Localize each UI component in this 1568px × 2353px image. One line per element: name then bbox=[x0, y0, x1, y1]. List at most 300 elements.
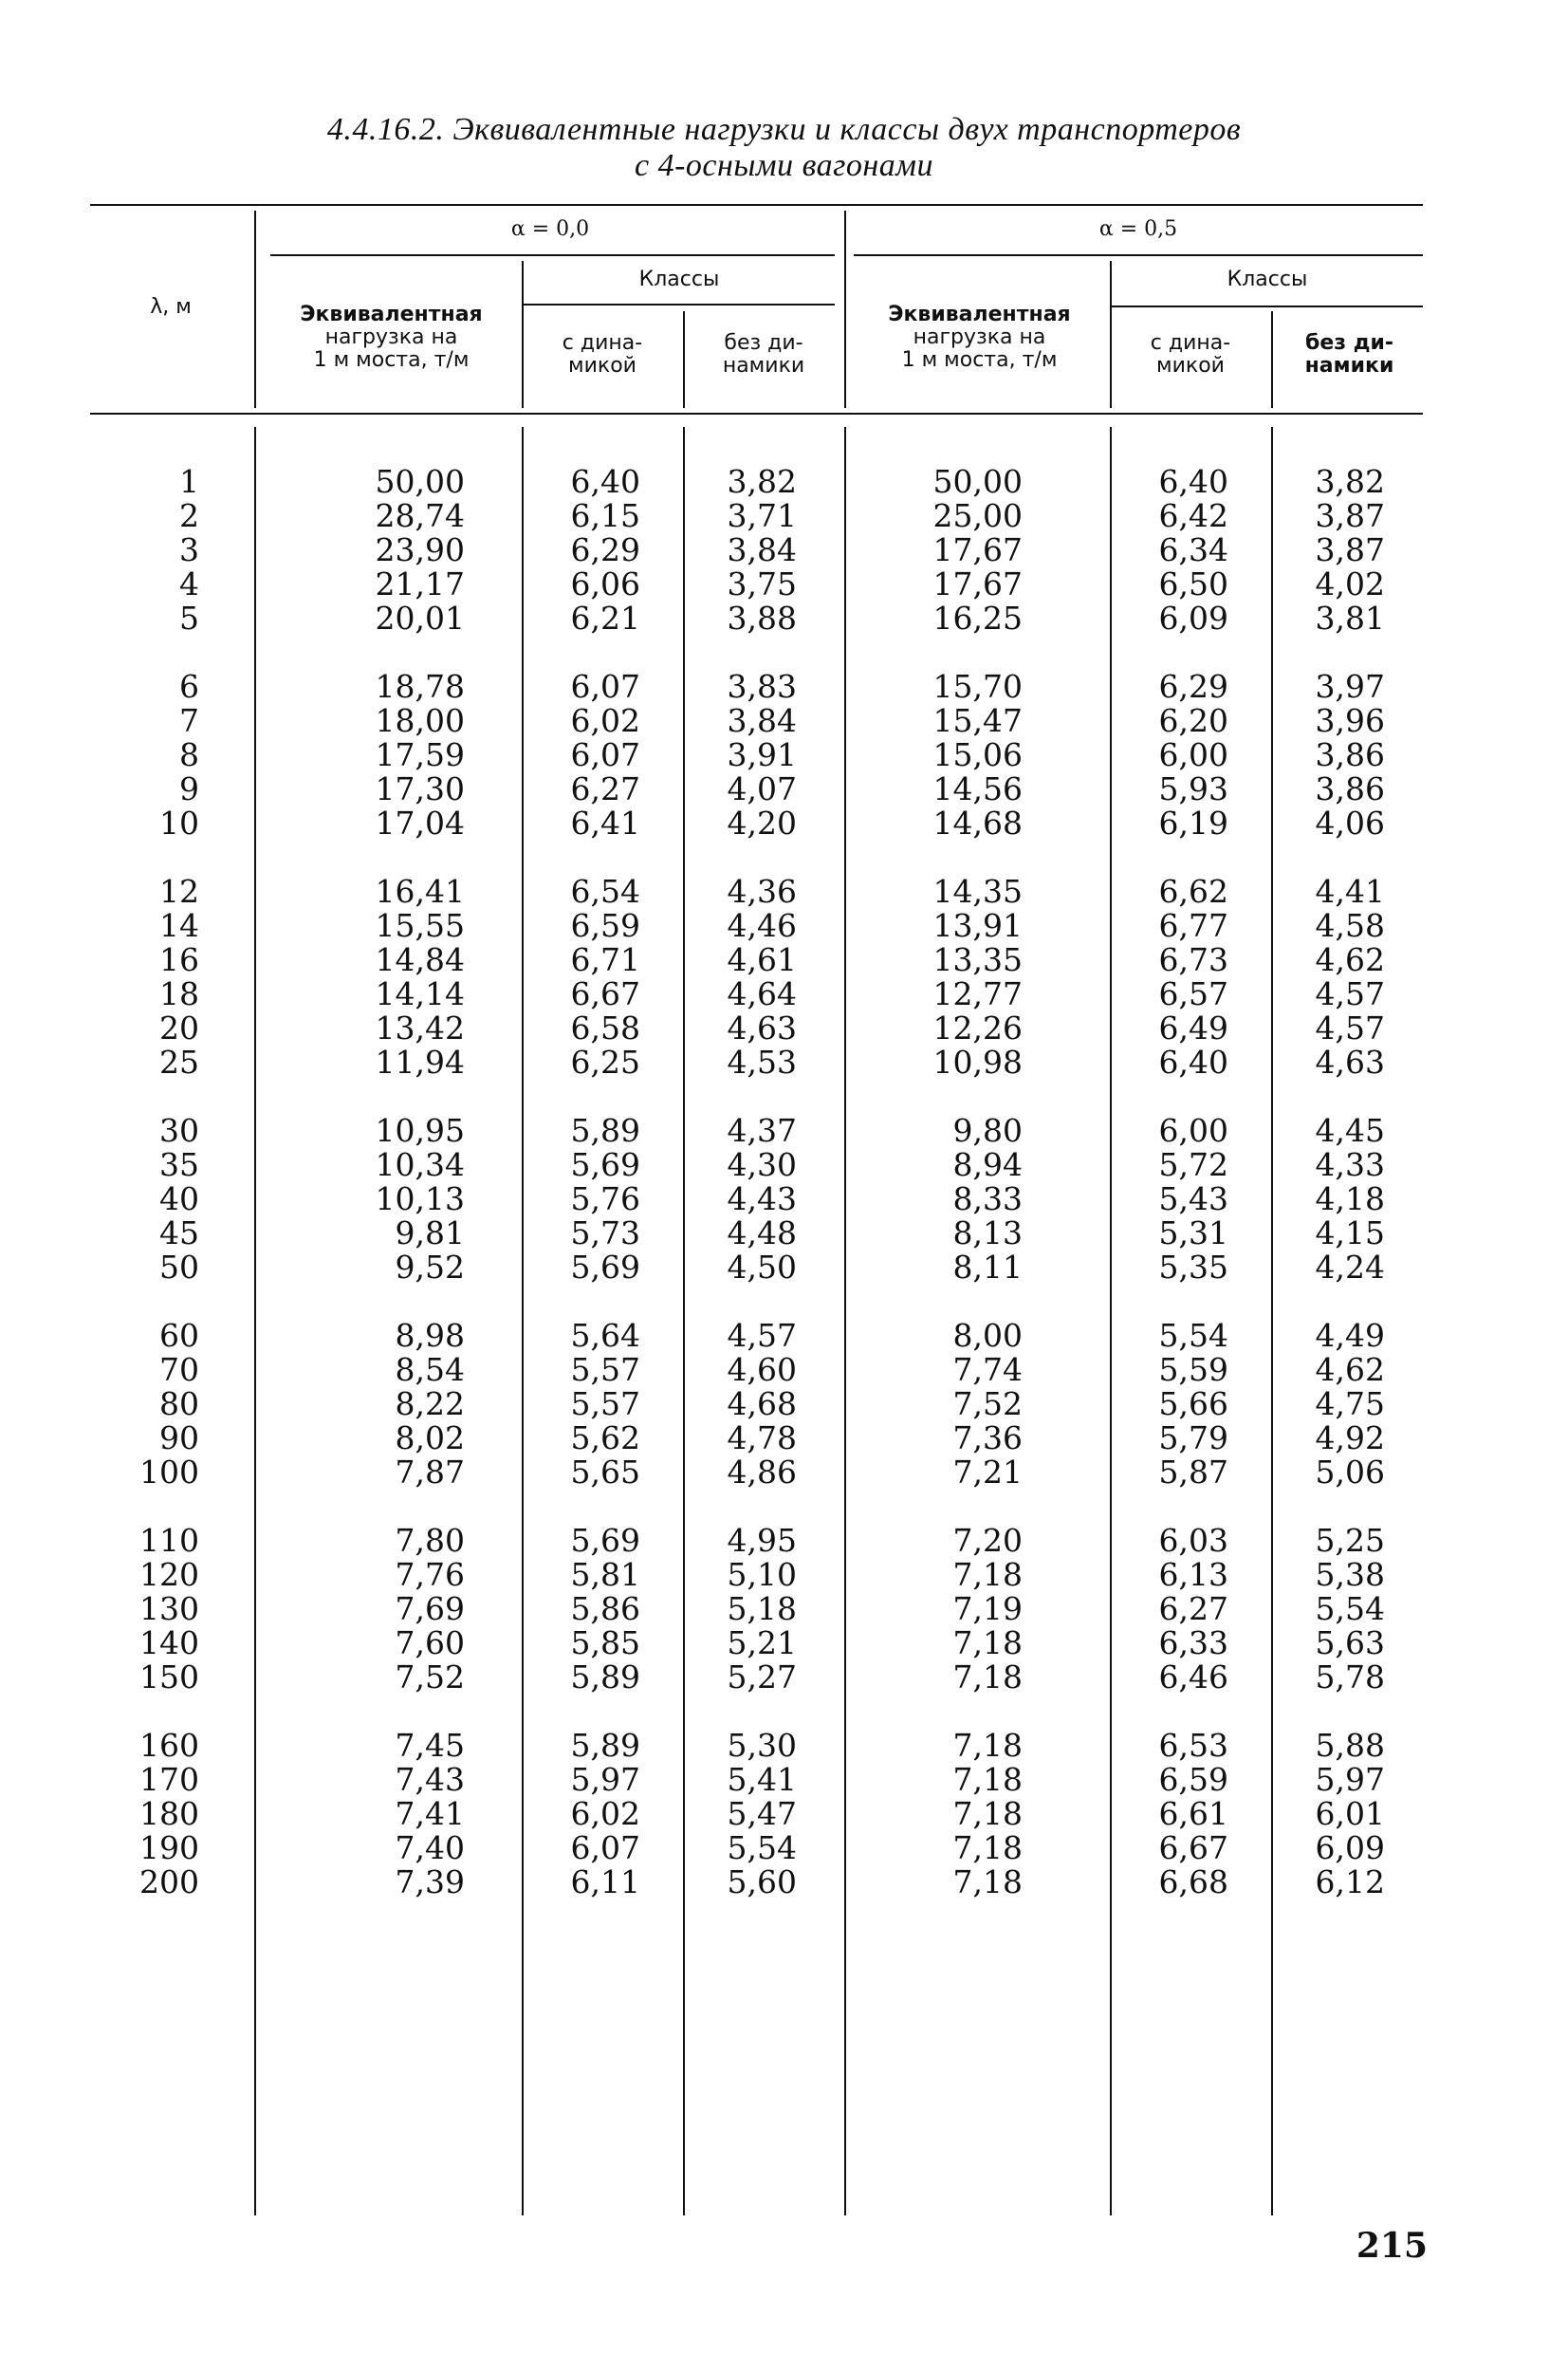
table-cell: 7,76 bbox=[395, 1556, 465, 1593]
group-spacer bbox=[688, 1490, 797, 1524]
group-spacer bbox=[688, 841, 797, 875]
table-cell: 6,07 bbox=[570, 1829, 640, 1866]
table-cell: 5,62 bbox=[570, 1419, 640, 1456]
table-cell: 6,59 bbox=[1158, 1761, 1228, 1798]
table-cell: 5,63 bbox=[1315, 1624, 1385, 1661]
table-cell: 5,47 bbox=[727, 1795, 797, 1832]
header-a05-load bbox=[854, 304, 1105, 372]
table-cell: 4,60 bbox=[727, 1351, 797, 1388]
column-a05-load bbox=[863, 465, 1023, 1899]
table-cell: 6,62 bbox=[1158, 873, 1228, 910]
table-cell: 6,02 bbox=[570, 702, 640, 739]
header-vline-4 bbox=[844, 211, 846, 408]
table-cell: 4,41 bbox=[1315, 873, 1385, 910]
table-cell: 10,95 bbox=[375, 1112, 465, 1149]
table-cell: 1 bbox=[179, 463, 199, 500]
header-a05-with-dyn bbox=[1115, 332, 1266, 378]
table-cell: 6,11 bbox=[570, 1863, 640, 1900]
table-cell: 20,01 bbox=[375, 600, 465, 637]
table-cell: 14 bbox=[159, 907, 199, 944]
table-cell: 4,33 bbox=[1315, 1146, 1385, 1183]
group-spacer bbox=[114, 841, 199, 875]
table-cell: 4,49 bbox=[1315, 1317, 1385, 1354]
table-cell: 16,25 bbox=[932, 600, 1023, 637]
table-cell: 45 bbox=[159, 1214, 199, 1251]
table-cell: 6,07 bbox=[570, 668, 640, 705]
group-spacer bbox=[526, 636, 640, 670]
column-a0-dyn bbox=[526, 465, 640, 1899]
table-cell: 50,00 bbox=[932, 463, 1023, 500]
table-cell: 6,41 bbox=[570, 805, 640, 842]
table-cell: 8,98 bbox=[395, 1317, 465, 1354]
table-cell: 7,36 bbox=[952, 1419, 1023, 1456]
table-cell: 5,21 bbox=[727, 1624, 797, 1661]
table-cell: 5,06 bbox=[1315, 1454, 1385, 1491]
table-cell: 7,52 bbox=[952, 1385, 1023, 1422]
table-cell: 5,57 bbox=[570, 1351, 640, 1388]
table-cell: 6,68 bbox=[1158, 1863, 1228, 1900]
group-spacer bbox=[1276, 1285, 1385, 1319]
table-cell: 17,67 bbox=[932, 531, 1023, 568]
table-cell: 15,55 bbox=[375, 907, 465, 944]
header-a05-load-line3: 1 м моста, т/м bbox=[901, 348, 1058, 372]
header-a0-no-dyn bbox=[688, 332, 839, 378]
header-a0-load-line1: Эквивалентная bbox=[300, 303, 483, 326]
table-cell: 4,53 bbox=[727, 1044, 797, 1081]
group-spacer bbox=[114, 636, 199, 670]
group-spacer bbox=[285, 1080, 465, 1114]
table-cell: 2 bbox=[179, 497, 199, 534]
table-cell: 5,18 bbox=[727, 1590, 797, 1627]
table-cell: 3,82 bbox=[1315, 463, 1385, 500]
table-cell: 4,61 bbox=[727, 941, 797, 978]
table-cell: 4,02 bbox=[1315, 565, 1385, 602]
table-cell: 4,78 bbox=[727, 1419, 797, 1456]
table-cell: 16 bbox=[159, 941, 199, 978]
alpha05-underline bbox=[854, 254, 1423, 256]
table-cell: 5,66 bbox=[1158, 1385, 1228, 1422]
table-cell: 4,20 bbox=[727, 805, 797, 842]
group-spacer bbox=[1276, 1080, 1385, 1114]
table-cell: 4,37 bbox=[727, 1112, 797, 1149]
table-cell: 4,30 bbox=[727, 1146, 797, 1183]
table-cell: 8,13 bbox=[952, 1214, 1023, 1251]
header-a0-load bbox=[266, 304, 517, 372]
table-cell: 70 bbox=[159, 1351, 199, 1388]
group-spacer bbox=[114, 1080, 199, 1114]
table-cell: 3,97 bbox=[1315, 668, 1385, 705]
table-cell: 6,13 bbox=[1158, 1556, 1228, 1593]
table-cell: 4,95 bbox=[727, 1522, 797, 1559]
table-cell: 120 bbox=[139, 1556, 199, 1593]
table-cell: 4,36 bbox=[727, 873, 797, 910]
header-vline-3 bbox=[683, 311, 685, 408]
table-cell: 9,52 bbox=[395, 1249, 465, 1286]
header-a0-with-dyn-line2: микой bbox=[568, 354, 636, 378]
table-cell: 6,73 bbox=[1158, 941, 1228, 978]
group-spacer bbox=[285, 1285, 465, 1319]
table-cell: 7,18 bbox=[952, 1556, 1023, 1593]
table-cell: 6,02 bbox=[570, 1795, 640, 1832]
table-cell: 3,75 bbox=[727, 565, 797, 602]
table-cell: 5,79 bbox=[1158, 1419, 1228, 1456]
table-cell: 5,72 bbox=[1158, 1146, 1228, 1183]
table-cell: 7,41 bbox=[395, 1795, 465, 1832]
table-cell: 15,06 bbox=[932, 736, 1023, 773]
table-cell: 6,20 bbox=[1158, 702, 1228, 739]
table-cell: 190 bbox=[139, 1829, 199, 1866]
table-cell: 8,22 bbox=[395, 1385, 465, 1422]
header-a0-no-dyn-line2: намики bbox=[722, 354, 805, 378]
table-cell: 4,63 bbox=[1315, 1044, 1385, 1081]
table-cell: 60 bbox=[159, 1317, 199, 1354]
group-spacer bbox=[1115, 636, 1228, 670]
table-cell: 4,45 bbox=[1315, 1112, 1385, 1149]
table-cell: 4,68 bbox=[727, 1385, 797, 1422]
table-cell: 6,54 bbox=[570, 873, 640, 910]
table-cell: 6,19 bbox=[1158, 805, 1228, 842]
table-cell: 5,97 bbox=[1315, 1761, 1385, 1798]
table-cell: 5,38 bbox=[1315, 1556, 1385, 1593]
page-number: 215 bbox=[1356, 2226, 1428, 2266]
body-vline-5 bbox=[1110, 427, 1112, 2215]
header-a0-with-dyn-line1: с дина- bbox=[562, 331, 643, 355]
table-cell: 20 bbox=[159, 1010, 199, 1047]
header-bottom-rule bbox=[90, 413, 1423, 415]
table-cell: 6,53 bbox=[1158, 1727, 1228, 1764]
table-cell: 5,89 bbox=[570, 1658, 640, 1695]
header-a05-no-dyn bbox=[1276, 332, 1423, 378]
table-cell: 50 bbox=[159, 1249, 199, 1286]
table-cell: 3,84 bbox=[727, 702, 797, 739]
table-cell: 6,46 bbox=[1158, 1658, 1228, 1695]
table-cell: 7,21 bbox=[952, 1454, 1023, 1491]
column-a0-nodyn bbox=[688, 465, 797, 1899]
group-spacer bbox=[688, 1080, 797, 1114]
table-cell: 17,04 bbox=[375, 805, 465, 842]
table-cell: 7,19 bbox=[952, 1590, 1023, 1627]
table-cell: 16,41 bbox=[375, 873, 465, 910]
table-cell: 5,69 bbox=[570, 1522, 640, 1559]
table-cell: 6,29 bbox=[570, 531, 640, 568]
table-title-line1: 4.4.16.2. Эквивалентные нагрузки и классы двух транспортеров bbox=[326, 112, 1242, 147]
table-cell: 5,54 bbox=[727, 1829, 797, 1866]
table-cell: 5,76 bbox=[570, 1180, 640, 1217]
table-cell: 7,80 bbox=[395, 1522, 465, 1559]
classes-a0-underline bbox=[524, 304, 835, 306]
table-cell: 6,58 bbox=[570, 1010, 640, 1047]
table-cell: 40 bbox=[159, 1180, 199, 1217]
table-cell: 5,54 bbox=[1158, 1317, 1228, 1354]
table-cell: 6,67 bbox=[1158, 1829, 1228, 1866]
table-cell: 5,64 bbox=[570, 1317, 640, 1354]
header-a0-classes: Классы bbox=[638, 268, 720, 291]
group-spacer bbox=[1115, 1490, 1228, 1524]
column-lambda bbox=[114, 465, 199, 1899]
header-alpha0: α = 0,0 bbox=[510, 217, 590, 241]
table-cell: 4,57 bbox=[1315, 975, 1385, 1012]
table-cell: 9,80 bbox=[952, 1112, 1023, 1149]
table-title-line2: с 4-осными вагонами bbox=[635, 148, 933, 183]
table-cell: 140 bbox=[139, 1624, 199, 1661]
table-cell: 3,82 bbox=[727, 463, 797, 500]
group-spacer bbox=[526, 1080, 640, 1114]
table-cell: 6,71 bbox=[570, 941, 640, 978]
header-alpha05: α = 0,5 bbox=[1098, 217, 1178, 241]
table-cell: 14,56 bbox=[932, 770, 1023, 807]
table-cell: 7,87 bbox=[395, 1454, 465, 1491]
group-spacer bbox=[114, 1695, 199, 1729]
table-cell: 14,84 bbox=[375, 941, 465, 978]
table-cell: 5,69 bbox=[570, 1249, 640, 1286]
table-cell: 5,27 bbox=[727, 1658, 797, 1695]
table-cell: 7,69 bbox=[395, 1590, 465, 1627]
header-a05-with-dyn-line2: микой bbox=[1156, 354, 1225, 378]
table-cell: 110 bbox=[139, 1522, 199, 1559]
group-spacer bbox=[285, 1695, 465, 1729]
table-cell: 8,00 bbox=[952, 1317, 1023, 1354]
group-spacer bbox=[1276, 1490, 1385, 1524]
table-cell: 4,24 bbox=[1315, 1249, 1385, 1286]
group-spacer bbox=[526, 841, 640, 875]
table-cell: 7,18 bbox=[952, 1795, 1023, 1832]
table-cell: 6,40 bbox=[570, 463, 640, 500]
table-cell: 14,35 bbox=[932, 873, 1023, 910]
group-spacer bbox=[863, 636, 1023, 670]
table-cell: 7,43 bbox=[395, 1761, 465, 1798]
body-vline-3 bbox=[683, 427, 685, 2215]
table-cell: 5 bbox=[179, 600, 199, 637]
table-cell: 6,49 bbox=[1158, 1010, 1228, 1047]
table-cell: 7,52 bbox=[395, 1658, 465, 1695]
group-spacer bbox=[863, 1285, 1023, 1319]
table-cell: 15,70 bbox=[932, 668, 1023, 705]
table-cell: 5,10 bbox=[727, 1556, 797, 1593]
header-top-rule bbox=[90, 204, 1423, 206]
table-cell: 80 bbox=[159, 1385, 199, 1422]
table-cell: 5,93 bbox=[1158, 770, 1228, 807]
table-cell: 3,87 bbox=[1315, 531, 1385, 568]
table-cell: 4,75 bbox=[1315, 1385, 1385, 1422]
group-spacer bbox=[863, 1490, 1023, 1524]
table-cell: 170 bbox=[139, 1761, 199, 1798]
table-cell: 130 bbox=[139, 1590, 199, 1627]
table-cell: 21,17 bbox=[375, 565, 465, 602]
header-a05-load-line1: Эквивалентная bbox=[888, 303, 1071, 326]
table-cell: 6,59 bbox=[570, 907, 640, 944]
table-cell: 100 bbox=[139, 1454, 199, 1491]
column-a0-load bbox=[285, 465, 465, 1899]
table-cell: 4,64 bbox=[727, 975, 797, 1012]
table-cell: 5,97 bbox=[570, 1761, 640, 1798]
table-cell: 6,07 bbox=[570, 736, 640, 773]
table-cell: 14,14 bbox=[375, 975, 465, 1012]
table-cell: 10,98 bbox=[932, 1044, 1023, 1081]
table-cell: 5,41 bbox=[727, 1761, 797, 1798]
table-cell: 4,18 bbox=[1315, 1180, 1385, 1217]
table-cell: 35 bbox=[159, 1146, 199, 1183]
table-cell: 5,85 bbox=[570, 1624, 640, 1661]
table-cell: 5,73 bbox=[570, 1214, 640, 1251]
table-cell: 6,27 bbox=[1158, 1590, 1228, 1627]
table-cell: 6,50 bbox=[1158, 565, 1228, 602]
group-spacer bbox=[1115, 1695, 1228, 1729]
group-spacer bbox=[688, 1695, 797, 1729]
table-cell: 6,29 bbox=[1158, 668, 1228, 705]
table-cell: 7,18 bbox=[952, 1761, 1023, 1798]
table-cell: 5,25 bbox=[1315, 1522, 1385, 1559]
table-cell: 4,06 bbox=[1315, 805, 1385, 842]
table-cell: 4,63 bbox=[727, 1010, 797, 1047]
table-cell: 5,86 bbox=[570, 1590, 640, 1627]
table-cell: 28,74 bbox=[375, 497, 465, 534]
table-cell: 160 bbox=[139, 1727, 199, 1764]
table-cell: 18,00 bbox=[375, 702, 465, 739]
column-a05-nodyn bbox=[1276, 465, 1385, 1899]
table-cell: 7,39 bbox=[395, 1863, 465, 1900]
group-spacer bbox=[863, 1080, 1023, 1114]
table-cell: 3,86 bbox=[1315, 736, 1385, 773]
table-cell: 6,09 bbox=[1158, 600, 1228, 637]
header-vline-6 bbox=[1271, 311, 1273, 408]
table-cell: 9 bbox=[179, 770, 199, 807]
body-vline-1 bbox=[254, 427, 256, 2215]
table-cell: 4,43 bbox=[727, 1180, 797, 1217]
table-cell: 5,43 bbox=[1158, 1180, 1228, 1217]
table-cell: 90 bbox=[159, 1419, 199, 1456]
table-cell: 5,69 bbox=[570, 1146, 640, 1183]
table-cell: 8,54 bbox=[395, 1351, 465, 1388]
table-cell: 7,18 bbox=[952, 1727, 1023, 1764]
table-cell: 4,57 bbox=[727, 1317, 797, 1354]
table-cell: 5,35 bbox=[1158, 1249, 1228, 1286]
table-cell: 4,46 bbox=[727, 907, 797, 944]
table-cell: 8,11 bbox=[952, 1249, 1023, 1286]
alpha0-underline bbox=[270, 254, 835, 256]
column-a05-dyn bbox=[1115, 465, 1228, 1899]
table-cell: 30 bbox=[159, 1112, 199, 1149]
table-cell: 25,00 bbox=[932, 497, 1023, 534]
table-cell: 5,59 bbox=[1158, 1351, 1228, 1388]
table-cell: 6,67 bbox=[570, 975, 640, 1012]
table-cell: 3,71 bbox=[727, 497, 797, 534]
table-cell: 3,81 bbox=[1315, 600, 1385, 637]
table-cell: 6,77 bbox=[1158, 907, 1228, 944]
table-cell: 5,87 bbox=[1158, 1454, 1228, 1491]
table-cell: 6,34 bbox=[1158, 531, 1228, 568]
table-cell: 7,45 bbox=[395, 1727, 465, 1764]
table-cell: 6 bbox=[179, 668, 199, 705]
table-cell: 17,30 bbox=[375, 770, 465, 807]
table-cell: 3 bbox=[179, 531, 199, 568]
group-spacer bbox=[1115, 1080, 1228, 1114]
group-spacer bbox=[1276, 1695, 1385, 1729]
table-cell: 7,40 bbox=[395, 1829, 465, 1866]
table-cell: 13,42 bbox=[375, 1010, 465, 1047]
header-a05-no-dyn-line2: намики bbox=[1304, 354, 1394, 378]
table-cell: 5,89 bbox=[570, 1112, 640, 1149]
header-vline-1 bbox=[254, 211, 256, 408]
group-spacer bbox=[1276, 636, 1385, 670]
table-cell: 5,78 bbox=[1315, 1658, 1385, 1695]
table-cell: 4 bbox=[179, 565, 199, 602]
table-cell: 6,00 bbox=[1158, 1112, 1228, 1149]
table-cell: 10,13 bbox=[375, 1180, 465, 1217]
table-cell: 6,01 bbox=[1315, 1795, 1385, 1832]
table-cell: 4,48 bbox=[727, 1214, 797, 1251]
header-a0-with-dyn bbox=[526, 332, 678, 378]
table-cell: 3,88 bbox=[727, 600, 797, 637]
header-a05-load-line2: нагрузка на bbox=[913, 325, 1046, 349]
table-cell: 150 bbox=[139, 1658, 199, 1695]
header-a0-load-line2: нагрузка на bbox=[324, 325, 458, 349]
group-spacer bbox=[285, 1490, 465, 1524]
body-vline-4 bbox=[844, 427, 846, 2215]
table-cell: 5,31 bbox=[1158, 1214, 1228, 1251]
group-spacer bbox=[688, 1285, 797, 1319]
group-spacer bbox=[526, 1285, 640, 1319]
table-cell: 5,89 bbox=[570, 1727, 640, 1764]
table-cell: 11,94 bbox=[375, 1044, 465, 1081]
table-cell: 13,91 bbox=[932, 907, 1023, 944]
table-cell: 6,42 bbox=[1158, 497, 1228, 534]
table-cell: 15,47 bbox=[932, 702, 1023, 739]
table-cell: 4,92 bbox=[1315, 1419, 1385, 1456]
table-cell: 14,68 bbox=[932, 805, 1023, 842]
table-cell: 7,18 bbox=[952, 1863, 1023, 1900]
table-cell: 3,96 bbox=[1315, 702, 1385, 739]
table-cell: 4,62 bbox=[1315, 1351, 1385, 1388]
group-spacer bbox=[526, 1490, 640, 1524]
table-cell: 6,61 bbox=[1158, 1795, 1228, 1832]
table-cell: 6,06 bbox=[570, 565, 640, 602]
table-cell: 4,62 bbox=[1315, 941, 1385, 978]
table-cell: 13,35 bbox=[932, 941, 1023, 978]
table-cell: 7,74 bbox=[952, 1351, 1023, 1388]
table-cell: 7,20 bbox=[952, 1522, 1023, 1559]
group-spacer bbox=[114, 1490, 199, 1524]
table-cell: 180 bbox=[139, 1795, 199, 1832]
group-spacer bbox=[526, 1695, 640, 1729]
table-cell: 4,58 bbox=[1315, 907, 1385, 944]
classes-a05-underline bbox=[1112, 306, 1423, 307]
header-a05-with-dyn-line1: с дина- bbox=[1150, 331, 1231, 355]
group-spacer bbox=[688, 636, 797, 670]
table-cell: 3,83 bbox=[727, 668, 797, 705]
table-cell: 200 bbox=[139, 1863, 199, 1900]
table-cell: 23,90 bbox=[375, 531, 465, 568]
table-cell: 6,40 bbox=[1158, 463, 1228, 500]
table-cell: 18,78 bbox=[375, 668, 465, 705]
table-cell: 5,57 bbox=[570, 1385, 640, 1422]
table-cell: 12,77 bbox=[932, 975, 1023, 1012]
group-spacer bbox=[285, 636, 465, 670]
table-cell: 6,25 bbox=[570, 1044, 640, 1081]
body-vline-6 bbox=[1271, 427, 1273, 2215]
table-cell: 4,15 bbox=[1315, 1214, 1385, 1251]
table-cell: 3,86 bbox=[1315, 770, 1385, 807]
table-cell: 12,26 bbox=[932, 1010, 1023, 1047]
table-cell: 3,84 bbox=[727, 531, 797, 568]
table-cell: 5,60 bbox=[727, 1863, 797, 1900]
table-cell: 17,67 bbox=[932, 565, 1023, 602]
header-a05-no-dyn-line1: без ди- bbox=[1304, 331, 1394, 355]
table-cell: 25 bbox=[159, 1044, 199, 1081]
header-a05-classes: Классы bbox=[1227, 268, 1308, 291]
group-spacer bbox=[1115, 841, 1228, 875]
header-a0-load-line3: 1 м моста, т/м bbox=[313, 348, 470, 372]
table-cell: 9,81 bbox=[395, 1214, 465, 1251]
